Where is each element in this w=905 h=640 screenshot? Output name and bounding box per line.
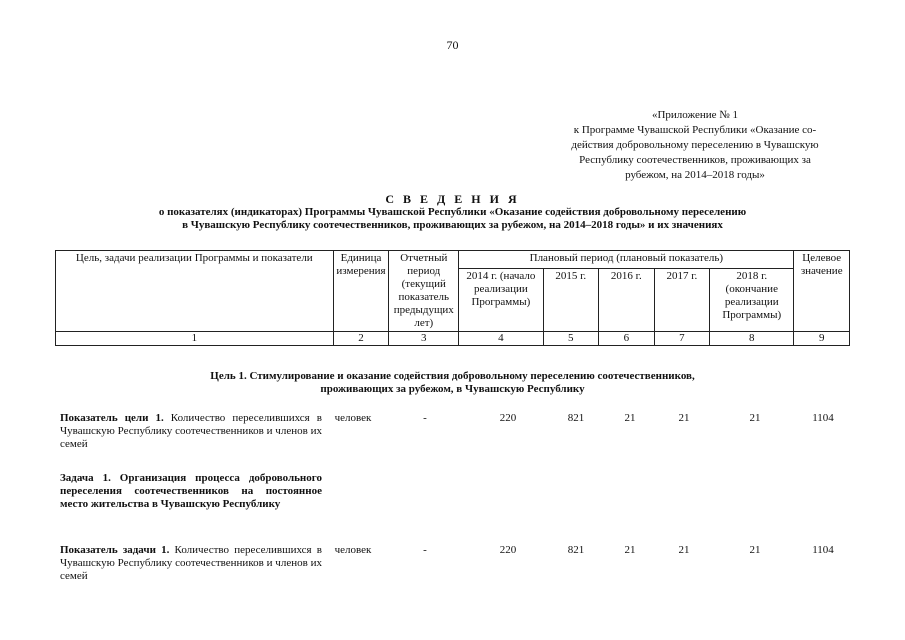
value-2014: 220 (499, 412, 517, 424)
unit-cell: человек (334, 544, 372, 556)
header-2015: 2015 г. (543, 269, 599, 332)
value-2015: 821 (567, 412, 585, 424)
appendix-line: к Программе Чувашской Республики «Оказание со- (573, 124, 817, 136)
header-2016: 2016 г. (599, 269, 655, 332)
value-2017: 21 (678, 412, 690, 424)
goal-line: Цель 1. Стимулирование и оказание содействия добровольному переселению соотечественников, (210, 370, 695, 382)
indicators-table-header (55, 250, 850, 346)
header-plan: Плановый период (плановый показатель) (459, 251, 794, 269)
prev-cell: - (423, 544, 427, 556)
value-2015: 821 (567, 544, 585, 556)
value-2016: 21 (624, 412, 636, 424)
header-2017: 2017 г. (654, 269, 710, 332)
heading-line: о показателях (индикаторах) Программы Чувашской Республики «Оказание содействия добровольному переселению (158, 206, 747, 218)
appendix-line: действия добровольному переселению в Чувашскую (571, 139, 819, 151)
header-target: Целевое значение (794, 251, 850, 332)
column-number: 1 (56, 332, 334, 346)
heading-title: С В Е Д Е Н И Я (385, 192, 520, 206)
goal-heading (0, 370, 905, 396)
indicator-description (60, 544, 322, 583)
column-number: 2 (333, 332, 389, 346)
appendix-line: рубежом, на 2014–2018 годы» (625, 169, 765, 181)
indicator-text: Количество переселившихся в Чувашскую Республику соотечественников и членов их семей (60, 412, 322, 450)
header-prev: Отчетный период (текущий показатель предыдущих лет) (389, 251, 459, 332)
indicator-description (60, 412, 322, 451)
prev-cell: - (423, 412, 427, 424)
value-2016: 21 (624, 544, 636, 556)
task-heading: Задача 1. Организация процесса добровольного переселения соотечественников на постоянное место жительства в Чувашскую Республику (60, 472, 322, 510)
indicator-label: Показатель цели 1. (60, 412, 164, 424)
appendix-note (545, 108, 845, 183)
page-number: 70 (446, 38, 459, 52)
appendix-line: «Приложение № 1 (651, 109, 739, 121)
indicator-text: Количество переселившихся в Чувашскую Республику соотечественников и членов их семей (60, 544, 322, 582)
column-number: 4 (459, 332, 543, 346)
goal-line: проживающих за рубежом, в Чувашскую Республику (320, 383, 585, 395)
appendix-line: Республику соотечественников, проживающих за (579, 154, 811, 166)
column-number: 7 (654, 332, 710, 346)
value-2018: 21 (749, 544, 761, 556)
column-number: 9 (794, 332, 850, 346)
header-2018: 2018 г. (окончание реализации Программы) (710, 269, 794, 332)
column-number: 3 (389, 332, 459, 346)
column-number: 8 (710, 332, 794, 346)
indicator-label: Показатель задачи 1. (60, 544, 170, 556)
header-unit: Единица измерения (333, 251, 389, 332)
column-number: 5 (543, 332, 599, 346)
document-heading (0, 193, 905, 232)
target-value: 1104 (812, 544, 834, 556)
target-value: 1104 (812, 412, 834, 424)
value-2018: 21 (749, 412, 761, 424)
column-number: 6 (599, 332, 655, 346)
value-2014: 220 (499, 544, 517, 556)
unit-cell: человек (334, 412, 372, 424)
value-2017: 21 (678, 544, 690, 556)
heading-line: в Чувашскую Республику соотечественников, проживающих за рубежом, на 2014–2018 годы» и их значениях (182, 219, 723, 231)
header-2014: 2014 г. (начало реализации Программы) (459, 269, 543, 332)
header-goal: Цель, задачи реализации Программы и показатели (56, 251, 334, 332)
